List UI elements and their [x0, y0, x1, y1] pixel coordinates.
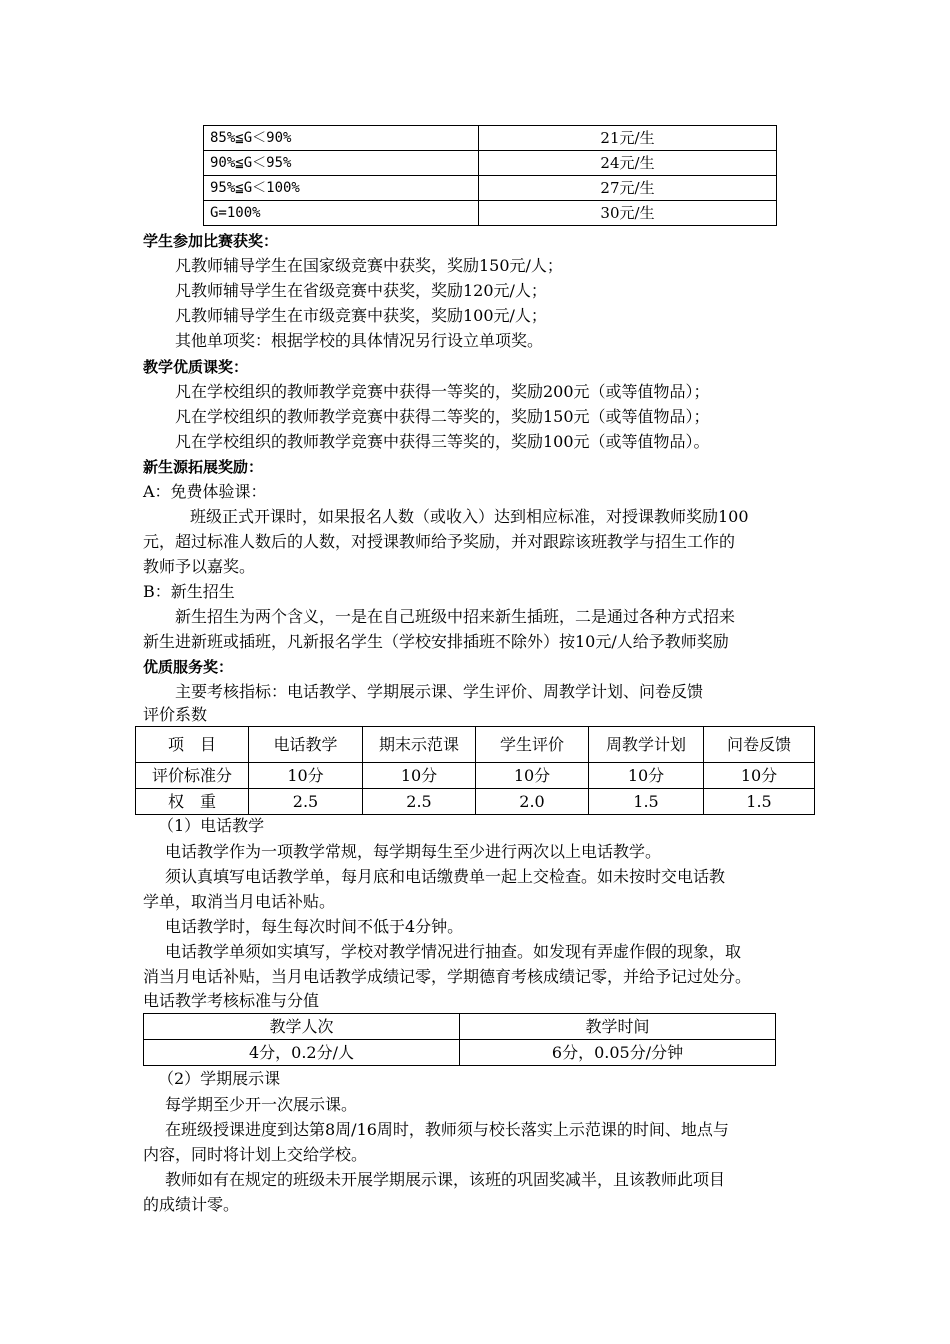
- quality-class-heading: 教学优质课奖：: [143, 358, 249, 376]
- section-b-label: B：新生招生: [143, 582, 235, 601]
- indicators-line: 主要考核指标：电话教学、学期展示课、学生评价、周教学计划、问卷反馈: [175, 682, 704, 701]
- paragraph-line: 班级正式开课时，如果报名人数（或收入）达到相应标准，对授课教师奖励100: [190, 507, 749, 526]
- competition-heading: 学生参加比赛获奖：: [143, 232, 279, 250]
- paragraph-line: 其他单项奖：根据学校的具体情况另行设立单项奖。: [175, 331, 544, 350]
- paragraph-line: 的成绩计零。: [143, 1195, 240, 1214]
- paragraph-line: 凡在学校组织的教师教学竞赛中获得三等奖的，奖励100元（或等值物品）。: [175, 432, 710, 451]
- section-a-label: A：免费体验课：: [143, 482, 267, 501]
- paragraph-line: 须认真填写电话教学单，每月底和电话缴费单一起上交检查。如未按时交电话教: [165, 867, 726, 886]
- paragraph-line: 在班级授课进度到达第8周/16周时，教师须与校长落实上示范课的时间、地点与: [165, 1120, 729, 1139]
- coefficient-label: 评价系数: [143, 705, 208, 724]
- phone-section-title: （1）电话教学: [158, 816, 265, 835]
- paragraph-line: 内容，同时将计划上交给学校。: [143, 1145, 368, 1164]
- grade-reward-table: [203, 125, 777, 226]
- paragraph-line: 新生招生为两个含义，一是在自己班级中招来新生插班，二是通过各种方式招来: [175, 607, 736, 626]
- showcase-section-title: （2）学期展示课: [158, 1069, 281, 1088]
- paragraph-line: 电话教学作为一项教学常规，每学期每生至少进行两次以上电话教学。: [165, 842, 662, 861]
- paragraph-line: 凡教师辅导学生在省级竞赛中获奖，奖励120元/人；: [175, 281, 547, 300]
- paragraph-line: 凡教师辅导学生在国家级竞赛中获奖，奖励150元/人；: [175, 256, 563, 275]
- paragraph-line: 学单，取消当月电话补贴。: [143, 892, 336, 911]
- evaluation-coefficient-table: [135, 726, 815, 815]
- paragraph-line: 新生进新班或插班，凡新报名学生（学校安排插班不除外）按10元/人给予教师奖励: [143, 632, 729, 651]
- paragraph-line: 凡在学校组织的教师教学竞赛中获得二等奖的，奖励150元（或等值物品）；: [175, 407, 710, 426]
- table-header-row: 项 目 电话教学 期末示范课 学生评价 周教学计划 问卷反馈: [136, 727, 815, 763]
- service-heading: 优质服务奖：: [143, 658, 234, 676]
- table-row: 90%≦G＜95% 24元/生: [204, 151, 777, 176]
- table-row: 95%≦G＜100% 27元/生: [204, 176, 777, 201]
- new-students-heading: 新生源拓展奖励：: [143, 458, 264, 476]
- table-row: G=100% 30元/生: [204, 201, 777, 226]
- phone-scoring-table: [143, 1013, 776, 1066]
- paragraph-line: 教师予以嘉奖。: [143, 557, 256, 576]
- paragraph-line: 电话教学时，每生每次时间不低于4分钟。: [165, 917, 464, 936]
- paragraph-line: 电话教学单须如实填写，学校对教学情况进行抽查。如发现有弄虚作假的现象，取: [165, 942, 742, 961]
- paragraph-line: 每学期至少开一次展示课。: [165, 1095, 358, 1114]
- phone-table-title: 电话教学考核标准与分值: [143, 991, 320, 1010]
- paragraph-line: 元，超过标准人数后的人数，对授课教师给予奖励，并对跟踪该班教学与招生工作的: [143, 532, 736, 551]
- paragraph-line: 消当月电话补贴，当月电话教学成绩记零，学期德育考核成绩记零，并给予记过处分。: [143, 967, 752, 986]
- paragraph-line: 凡教师辅导学生在市级竞赛中获奖，奖励100元/人；: [175, 306, 547, 325]
- table-row: 4分，0.2分/人 6分，0.05分/分钟: [144, 1040, 776, 1066]
- table-row: 权 重 2.5 2.5 2.0 1.5 1.5: [136, 789, 815, 815]
- table-header-row: 教学人次 教学时间: [144, 1014, 776, 1040]
- paragraph-line: 教师如有在规定的班级未开展学期展示课，该班的巩固奖减半，且该教师此项目: [165, 1170, 726, 1189]
- table-row: 85%≦G＜90% 21元/生: [204, 126, 777, 151]
- table-row: 评价标准分 10分 10分 10分 10分 10分: [136, 763, 815, 789]
- paragraph-line: 凡在学校组织的教师教学竞赛中获得一等奖的，奖励200元（或等值物品）；: [175, 382, 710, 401]
